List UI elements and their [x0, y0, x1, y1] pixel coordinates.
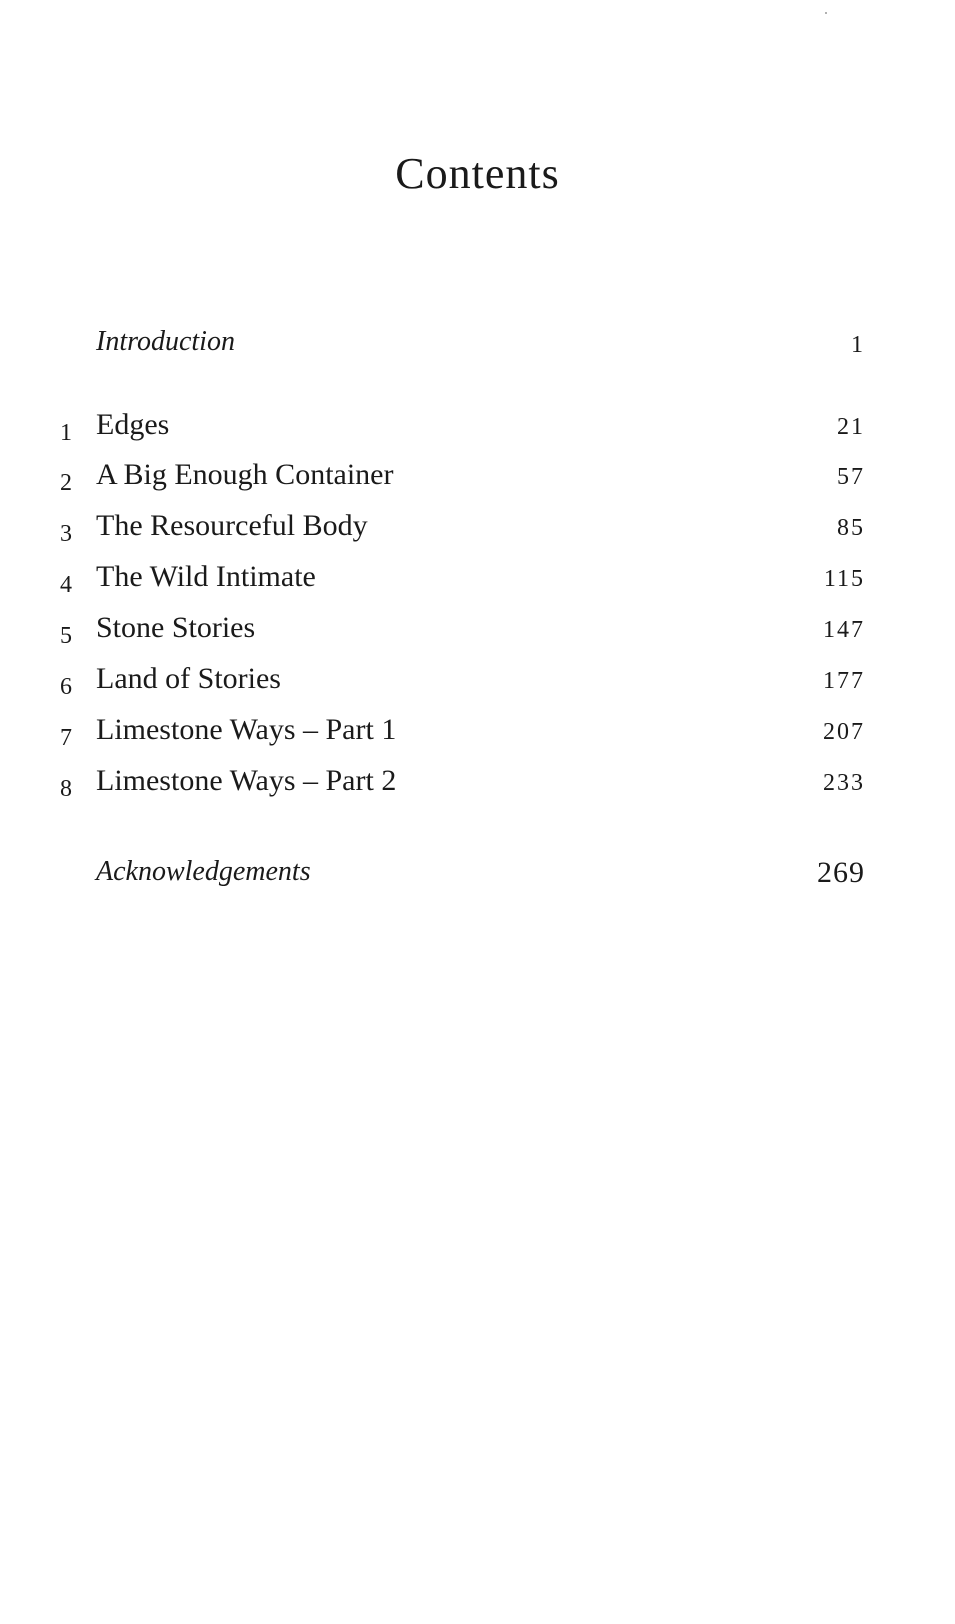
chapter-title: Limestone Ways – Part 1: [96, 713, 397, 746]
toc-entry-chapter-4[interactable]: [0, 560, 955, 604]
toc-entry-introduction[interactable]: [0, 326, 955, 370]
toc-entry-page: 269: [817, 856, 865, 889]
chapter-page: 207: [823, 719, 865, 745]
chapter-page: 147: [823, 617, 865, 643]
chapter-number: 6: [60, 674, 72, 700]
chapter-title: The Wild Intimate: [96, 560, 316, 593]
chapter-page: 21: [837, 414, 865, 440]
chapter-number: 1: [60, 420, 72, 446]
chapter-number: 4: [60, 572, 72, 598]
toc-entry-chapter-1[interactable]: [0, 408, 955, 452]
toc-entry-page: 1: [851, 332, 865, 358]
chapter-title: Edges: [96, 408, 170, 441]
chapter-page: 233: [823, 770, 865, 796]
chapter-title: A Big Enough Container: [96, 458, 394, 491]
toc-entry-chapter-8[interactable]: [0, 764, 955, 808]
toc-entry-chapter-6[interactable]: [0, 662, 955, 706]
chapter-number: 8: [60, 776, 72, 802]
toc-entry-title: Acknowledgements: [96, 856, 311, 887]
chapter-title: Land of Stories: [96, 662, 281, 695]
toc-entry-chapter-7[interactable]: [0, 713, 955, 757]
chapter-title: Stone Stories: [96, 611, 256, 644]
chapter-number: 5: [60, 623, 72, 649]
chapter-number: 7: [60, 725, 72, 751]
chapter-title: The Resourceful Body: [96, 509, 368, 542]
toc-entry-acknowledgements[interactable]: [0, 856, 955, 900]
chapter-page: 85: [837, 515, 865, 541]
chapter-page: 115: [823, 566, 865, 592]
toc-entry-chapter-3[interactable]: [0, 509, 955, 553]
chapter-page: 57: [837, 464, 865, 490]
page-title: Contents: [395, 149, 560, 198]
print-speck: [825, 12, 827, 14]
toc-entry-title: Introduction: [96, 326, 235, 357]
chapter-number: 2: [60, 470, 72, 496]
toc-entry-chapter-5[interactable]: [0, 611, 955, 655]
chapter-page: 177: [823, 668, 865, 694]
chapter-number: 3: [60, 521, 72, 547]
chapter-title: Limestone Ways – Part 2: [96, 764, 397, 797]
toc-entry-chapter-2[interactable]: [0, 458, 955, 502]
